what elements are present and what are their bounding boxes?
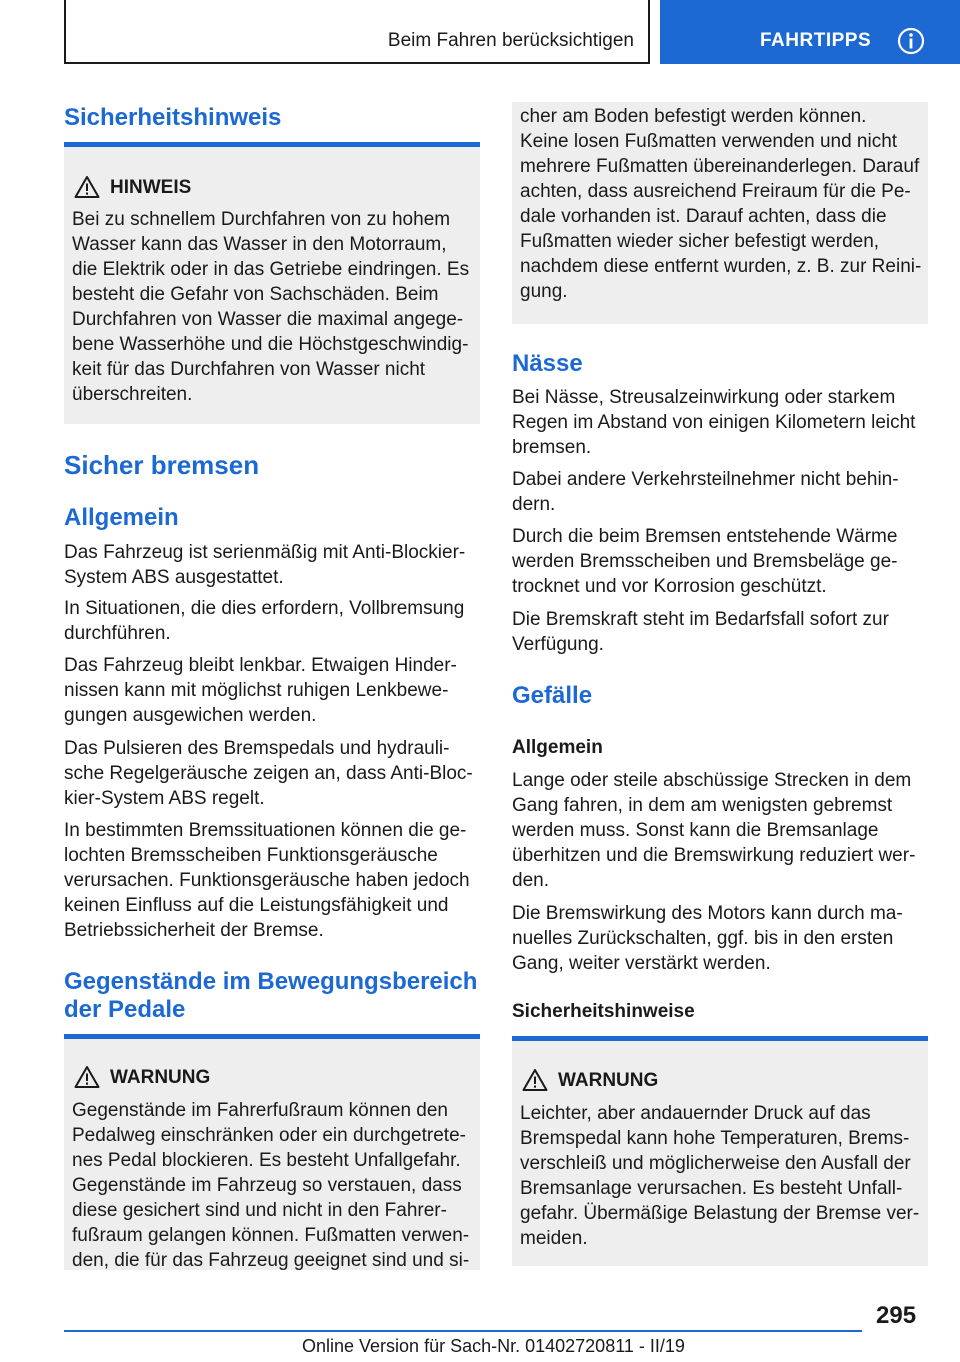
gegenstaende-heading: Gegenstände im Bewegungsbereich der Pedale: [64, 968, 478, 1023]
sicherheitshinweise-subheading: Sicherheitshinweise: [512, 1001, 695, 1022]
warnung-box-continuation: [512, 102, 928, 324]
warnung-label: WARNUNG: [558, 1070, 659, 1091]
hinweis-box: [64, 142, 480, 424]
warning-triangle-icon: [74, 175, 100, 199]
paragraph-vollbremsung: In Situationen, die dies erfordern, Vollbremsung durchführen.: [64, 598, 465, 644]
warnung-text: Leichter, aber andauernder Druck auf das Bremspedal kann hohe Temperaturen, Brems- verschleiß und möglicherweise den Ausfall der Bremsanlage verursachen. Es besteht Unfall- gefahr. Übermäßige Belastung der Bremse ver- meiden.: [520, 1103, 920, 1249]
info-icon[interactable]: [897, 27, 925, 55]
paragraph-gefaelle: Lange oder steile abschüssige Strecken in dem Gang fahren, in dem am wenigsten gebremst werden muss. Sonst kann die Bremsanlage überhitzen und die Bremswirkung reduziert wer- den.: [512, 770, 916, 891]
warnung-continuation-text: cher am Boden befestigt werden können. Keine losen Fußmatten verwenden und nicht mehrere Fußmatten übereinanderlegen. Darauf achten, dass ausreichend Freiraum für die Pe- dale vorhanden ist. Darauf achten, dass die Fußmatten wieder sicher befestigt werden, nachdem diese entfernt wurden, z. B. zur Reini- gung.: [520, 106, 922, 302]
warning-triangle-icon: [74, 1065, 100, 1089]
warnung-box-left: [64, 1034, 480, 1270]
page-number: 295: [876, 1302, 917, 1329]
sicherheitshinweis-heading: Sicherheitshinweis: [64, 104, 282, 131]
paragraph-motorbremse: Die Bremswirkung des Motors kann durch ma- nuelles Zurückschalten, ggf. bis in den ersten Gang, weiter verstärkt werden.: [512, 903, 903, 974]
header-section-title: Beim Fahren berücksichtigen: [387, 30, 634, 51]
warnung-box-right: [512, 1036, 928, 1266]
sicher-bremsen-heading: Sicher bremsen: [64, 450, 260, 480]
footer-divider: [64, 1330, 862, 1332]
paragraph-waerme: Durch die beim Bremsen entstehende Wärme werden Bremsscheiben und Bremsbeläge ge- trocknet und vor Korrosion geschützt.: [512, 526, 898, 597]
header-chapter-title: FAHRTIPPS: [760, 30, 872, 51]
paragraph-bremskraft: Die Bremskraft steht im Bedarfsfall sofort zur Verfügung.: [512, 609, 889, 655]
allgemein-heading: Allgemein: [64, 504, 179, 531]
gefaelle-heading: Gefälle: [512, 682, 593, 709]
header-section-tab: [64, 0, 650, 64]
paragraph-naesse: Bei Nässe, Streusalzeinwirkung oder starkem Regen im Abstand von einigen Kilometern leicht bremsen.: [512, 387, 916, 458]
paragraph-verkehrsteilnehmer: Dabei andere Verkehrsteilnehmer nicht behin- dern.: [512, 469, 899, 515]
warnung-label: WARNUNG: [110, 1067, 211, 1088]
hinweis-text: Bei zu schnellem Durchfahren von zu hohem Wasser kann das Wasser in den Motorraum, die Elektrik oder in das Getriebe eindringen. Es besteht die Gefahr von Sachschäden. Beim Durchfahren von Wasser die maximal angege- bene Wasserhöhe und die Höchstgeschwindig- keit für das Durchfahren von Wasser nicht überschreiten.: [72, 209, 470, 405]
header-chapter-tab[interactable]: [660, 0, 960, 64]
paragraph-pulsieren: Das Pulsieren des Bremspedals und hydrauli- sche Regelgeräusche zeigen an, dass Anti-Bloc- kier-System ABS regelt.: [64, 738, 473, 809]
naesse-heading: Nässe: [512, 350, 583, 377]
paragraph-bremsscheiben: In bestimmten Bremssituationen können die ge- lochten Bremsscheiben Funktionsgeräusche verursachen. Funktionsgeräusche haben jedoch keinen Einfluss auf die Leistungsfähigkeit und Betriebssicherheit der Bremse.: [64, 820, 470, 941]
warning-triangle-icon: [522, 1068, 548, 1092]
footer-version: Online Version für Sach-Nr. 01402720811 - II/19: [302, 1336, 685, 1356]
paragraph-lenkbar: Das Fahrzeug bleibt lenkbar. Etwaigen Hinder- nissen kann mit möglichst ruhigen Lenkbewe- gungen ausgewichen werden.: [64, 655, 457, 726]
hinweis-label: HINWEIS: [110, 177, 192, 198]
paragraph-abs: Das Fahrzeug ist serienmäßig mit Anti-Blockier- System ABS ausgestattet.: [64, 542, 466, 588]
warnung-text: Gegenstände im Fahrerfußraum können den Pedalweg einschränken oder ein durchgetrete- nes Pedal blockieren. Es besteht Unfallgefahr. Gegenstände im Fahrzeug so verstauen, dass diese gesichert sind und nicht in den Fahrer- fußraum gelangen können. Fußmatten verwen- den, die für das Fahrzeug geeignet sind und si-: [72, 1100, 470, 1271]
allgemein-subheading: Allgemein: [512, 737, 603, 758]
